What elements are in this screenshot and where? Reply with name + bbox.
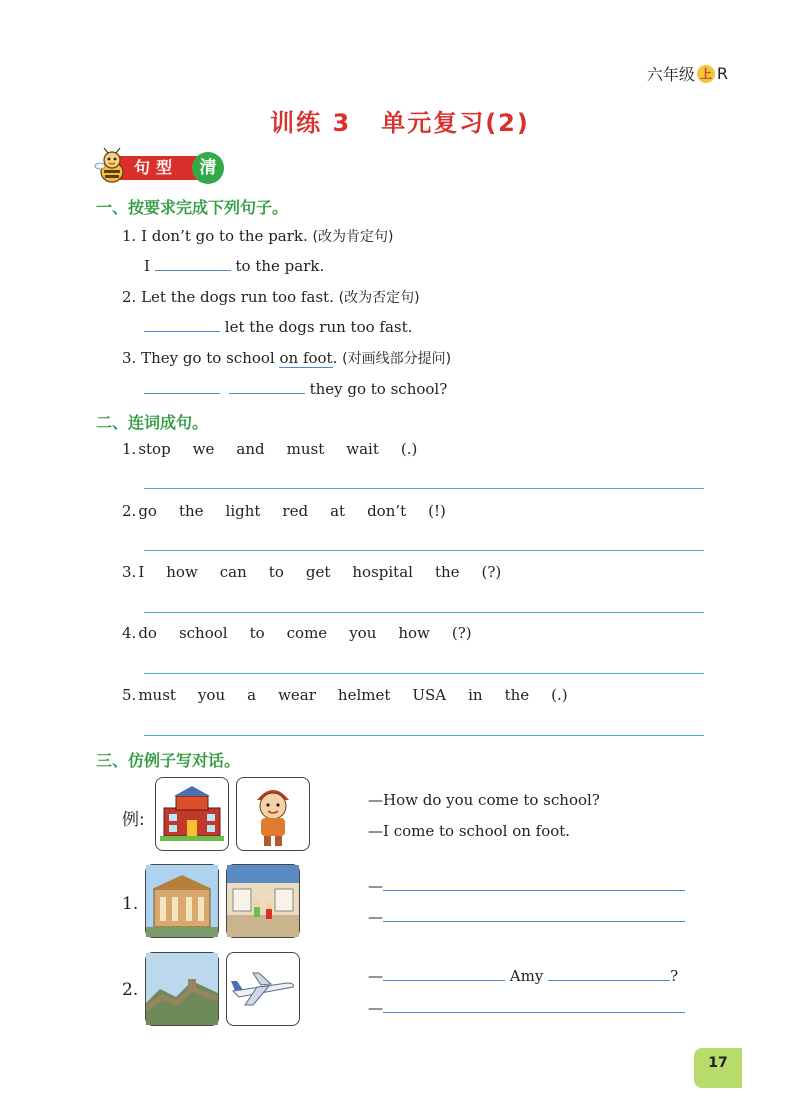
question-hint: (改为否定句) bbox=[338, 290, 420, 306]
dialog-1-line-2 bbox=[368, 907, 685, 926]
word: don’t bbox=[367, 502, 407, 520]
word: to bbox=[249, 624, 265, 642]
answer-blank[interactable] bbox=[383, 998, 685, 1013]
question-hint: (对画线部分提问) bbox=[342, 351, 452, 367]
word: the bbox=[434, 563, 460, 581]
scramble-item-2 bbox=[122, 502, 468, 520]
item-number: 1. bbox=[122, 894, 139, 914]
word: we bbox=[192, 440, 215, 458]
word: hospital bbox=[352, 563, 413, 581]
word: a bbox=[247, 686, 257, 704]
word: wait bbox=[346, 440, 379, 458]
item-number: 5. bbox=[122, 686, 137, 704]
answer-line-1[interactable] bbox=[144, 488, 704, 489]
question-hint: (改为肯定句) bbox=[312, 229, 394, 245]
dash: — bbox=[368, 999, 383, 1017]
title-unit: 单元复习(2) bbox=[381, 109, 530, 137]
school-image bbox=[155, 777, 229, 851]
dialog-name: Amy bbox=[509, 967, 544, 985]
question-punct: . bbox=[332, 349, 338, 367]
grade-label bbox=[647, 62, 728, 85]
question-1-3 bbox=[122, 348, 451, 368]
word: to bbox=[268, 563, 284, 581]
answer-suffix: let the dogs run too fast. bbox=[224, 318, 413, 336]
title-lesson: 训练 3 bbox=[270, 109, 352, 137]
boy-icon bbox=[237, 778, 309, 850]
great-wall-image bbox=[145, 952, 219, 1026]
dialog-1-line-1 bbox=[368, 876, 685, 895]
boy-walking-image bbox=[236, 777, 310, 851]
scramble-item-5 bbox=[122, 686, 590, 704]
word: (!) bbox=[428, 502, 446, 520]
item-number: 3. bbox=[122, 563, 137, 581]
word: the bbox=[178, 502, 204, 520]
word: must bbox=[286, 440, 325, 458]
answer-prefix: I bbox=[144, 257, 150, 275]
answer-blank[interactable] bbox=[383, 876, 685, 891]
word: school bbox=[178, 624, 228, 642]
answer-1-1 bbox=[144, 256, 324, 275]
answer-blank[interactable] bbox=[155, 256, 231, 271]
word: go bbox=[138, 502, 157, 520]
item-number: 4. bbox=[122, 624, 137, 642]
page-title bbox=[0, 103, 800, 138]
answer-1-3 bbox=[144, 379, 447, 398]
example-answer: —I come to school on foot. bbox=[368, 822, 571, 840]
word: (?) bbox=[481, 563, 502, 581]
word: you bbox=[349, 624, 377, 642]
answer-line-4[interactable] bbox=[144, 673, 704, 674]
answer-blank[interactable] bbox=[144, 317, 220, 332]
question-text: 1. I don’t go to the park. bbox=[122, 227, 308, 245]
question-text: 3. They go to school bbox=[122, 349, 280, 367]
grade-text: 六年级 bbox=[646, 65, 695, 84]
word: stop bbox=[138, 440, 171, 458]
word: (.) bbox=[400, 440, 418, 458]
dash: — bbox=[368, 967, 383, 985]
station-image bbox=[226, 864, 300, 938]
word: at bbox=[330, 502, 346, 520]
question-1-1 bbox=[122, 226, 393, 246]
dialog-2-line-1 bbox=[368, 966, 678, 985]
word: can bbox=[219, 563, 247, 581]
example-label: 例: bbox=[122, 810, 145, 830]
word: I bbox=[138, 563, 145, 581]
question-1-2 bbox=[122, 287, 420, 307]
bee-mascot-icon bbox=[92, 146, 132, 186]
word: and bbox=[236, 440, 265, 458]
grade-badge: 上 bbox=[697, 65, 715, 83]
answer-blank-1[interactable] bbox=[383, 966, 505, 981]
section-banner bbox=[92, 146, 232, 186]
word: you bbox=[197, 686, 226, 704]
hospital-building-icon bbox=[146, 865, 218, 937]
dash: — bbox=[368, 877, 383, 895]
answer-blank[interactable] bbox=[383, 907, 685, 922]
word: (?) bbox=[451, 624, 472, 642]
word: light bbox=[225, 502, 261, 520]
answer-blank-2[interactable] bbox=[229, 379, 305, 394]
banner-label: 句型 bbox=[114, 156, 214, 180]
example-question: —How do you come to school? bbox=[368, 791, 600, 809]
word: red bbox=[282, 502, 309, 520]
word: do bbox=[138, 624, 157, 642]
scramble-item-4 bbox=[122, 624, 494, 642]
great-wall-icon bbox=[146, 953, 218, 1025]
word: how bbox=[166, 563, 198, 581]
word: USA bbox=[412, 686, 447, 704]
banner-circle: 清 bbox=[192, 152, 224, 184]
answer-suffix: they go to school? bbox=[309, 380, 448, 398]
item-number: 2. bbox=[122, 980, 139, 1000]
word: come bbox=[286, 624, 328, 642]
word: get bbox=[305, 563, 331, 581]
airplane-image bbox=[226, 952, 300, 1026]
word: in bbox=[468, 686, 483, 704]
word: (.) bbox=[551, 686, 568, 704]
answer-line-2[interactable] bbox=[144, 550, 704, 551]
school-building-icon bbox=[156, 778, 228, 850]
underlined-phrase: on foot bbox=[279, 349, 333, 367]
hospital-image bbox=[145, 864, 219, 938]
word: must bbox=[138, 686, 176, 704]
word: the bbox=[504, 686, 530, 704]
scramble-item-3 bbox=[122, 563, 523, 581]
grade-edition: R bbox=[716, 64, 728, 83]
word: wear bbox=[278, 686, 316, 704]
dash: — bbox=[368, 908, 383, 926]
answer-blank-1[interactable] bbox=[144, 379, 220, 394]
word: helmet bbox=[337, 686, 391, 704]
question-text: 2. Let the dogs run too fast. bbox=[122, 288, 334, 306]
word: how bbox=[398, 624, 430, 642]
airplane-icon bbox=[227, 953, 299, 1025]
page-number: 17 bbox=[694, 1048, 742, 1088]
answer-suffix: to the park. bbox=[235, 257, 325, 275]
question-mark: ? bbox=[670, 967, 679, 985]
dialog-2-line-2 bbox=[368, 998, 685, 1017]
answer-blank-2[interactable] bbox=[548, 966, 670, 981]
subway-station-icon bbox=[227, 865, 299, 937]
item-number: 1. bbox=[122, 440, 137, 458]
item-number: 2. bbox=[122, 502, 137, 520]
answer-line-5[interactable] bbox=[144, 735, 704, 736]
section3-heading: 三、仿例子写对话。 bbox=[96, 751, 241, 770]
section1-heading: 一、按要求完成下列句子。 bbox=[96, 198, 289, 217]
section2-heading: 二、连词成句。 bbox=[96, 413, 209, 432]
answer-1-2 bbox=[144, 317, 412, 336]
answer-line-3[interactable] bbox=[144, 612, 704, 613]
scramble-item-1 bbox=[122, 440, 439, 458]
